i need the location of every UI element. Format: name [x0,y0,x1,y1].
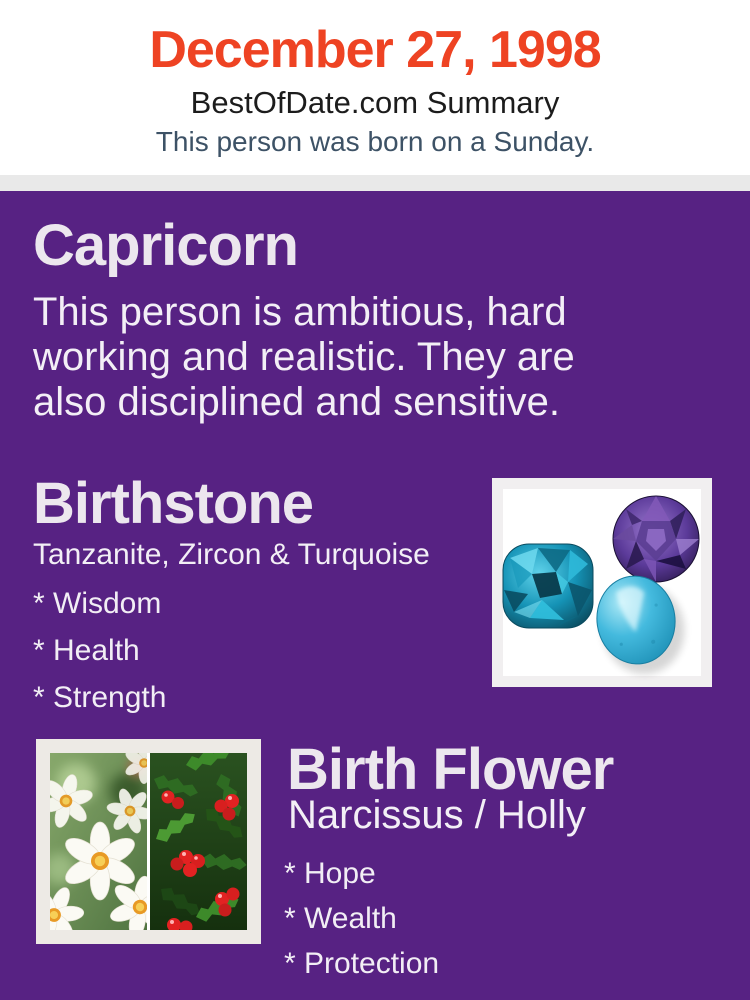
photo-split-divider [147,753,150,930]
header [0,0,750,175]
birth-flower-names: Narcissus / Holly [288,793,586,837]
birth-flower-trait: * Hope [284,857,376,890]
holly-photo [150,744,248,933]
site-summary-line: BestOfDate.com Summary [190,85,560,120]
birth-flower-traits-list [284,859,439,994]
divider-strip [0,175,750,191]
birth-flower-trait: * Protection [284,947,440,980]
birthstone-trait: * Health [33,634,140,667]
zircon-gem [503,544,593,628]
birthstone-traits-list [33,589,166,730]
birthstone-title: Birthstone [33,471,313,536]
birth-flower-image [36,739,261,944]
birthstone-trait: * Wisdom [33,587,162,620]
flowers-illustration [36,739,261,944]
birthstone-names: Tanzanite, Zircon & Turquoise [33,538,430,571]
birthstone-trait: * Strength [33,681,167,714]
page-title-date: December 27, 1998 [149,21,601,79]
tanzanite-gem [613,496,699,582]
birth-flower-trait: * Wealth [284,902,397,935]
zodiac-sign-title: Capricorn [33,213,298,278]
summary-panel [0,191,750,1000]
gemstones-illustration [492,478,712,687]
born-day-line: This person was born on a Sunday. [155,126,595,157]
birth-flower-title: Birth Flower [287,737,614,802]
birthstone-image [492,478,712,687]
zodiac-description: This person is ambitious, hard working and realistic. They are also disciplined and sensitive. [33,290,575,424]
